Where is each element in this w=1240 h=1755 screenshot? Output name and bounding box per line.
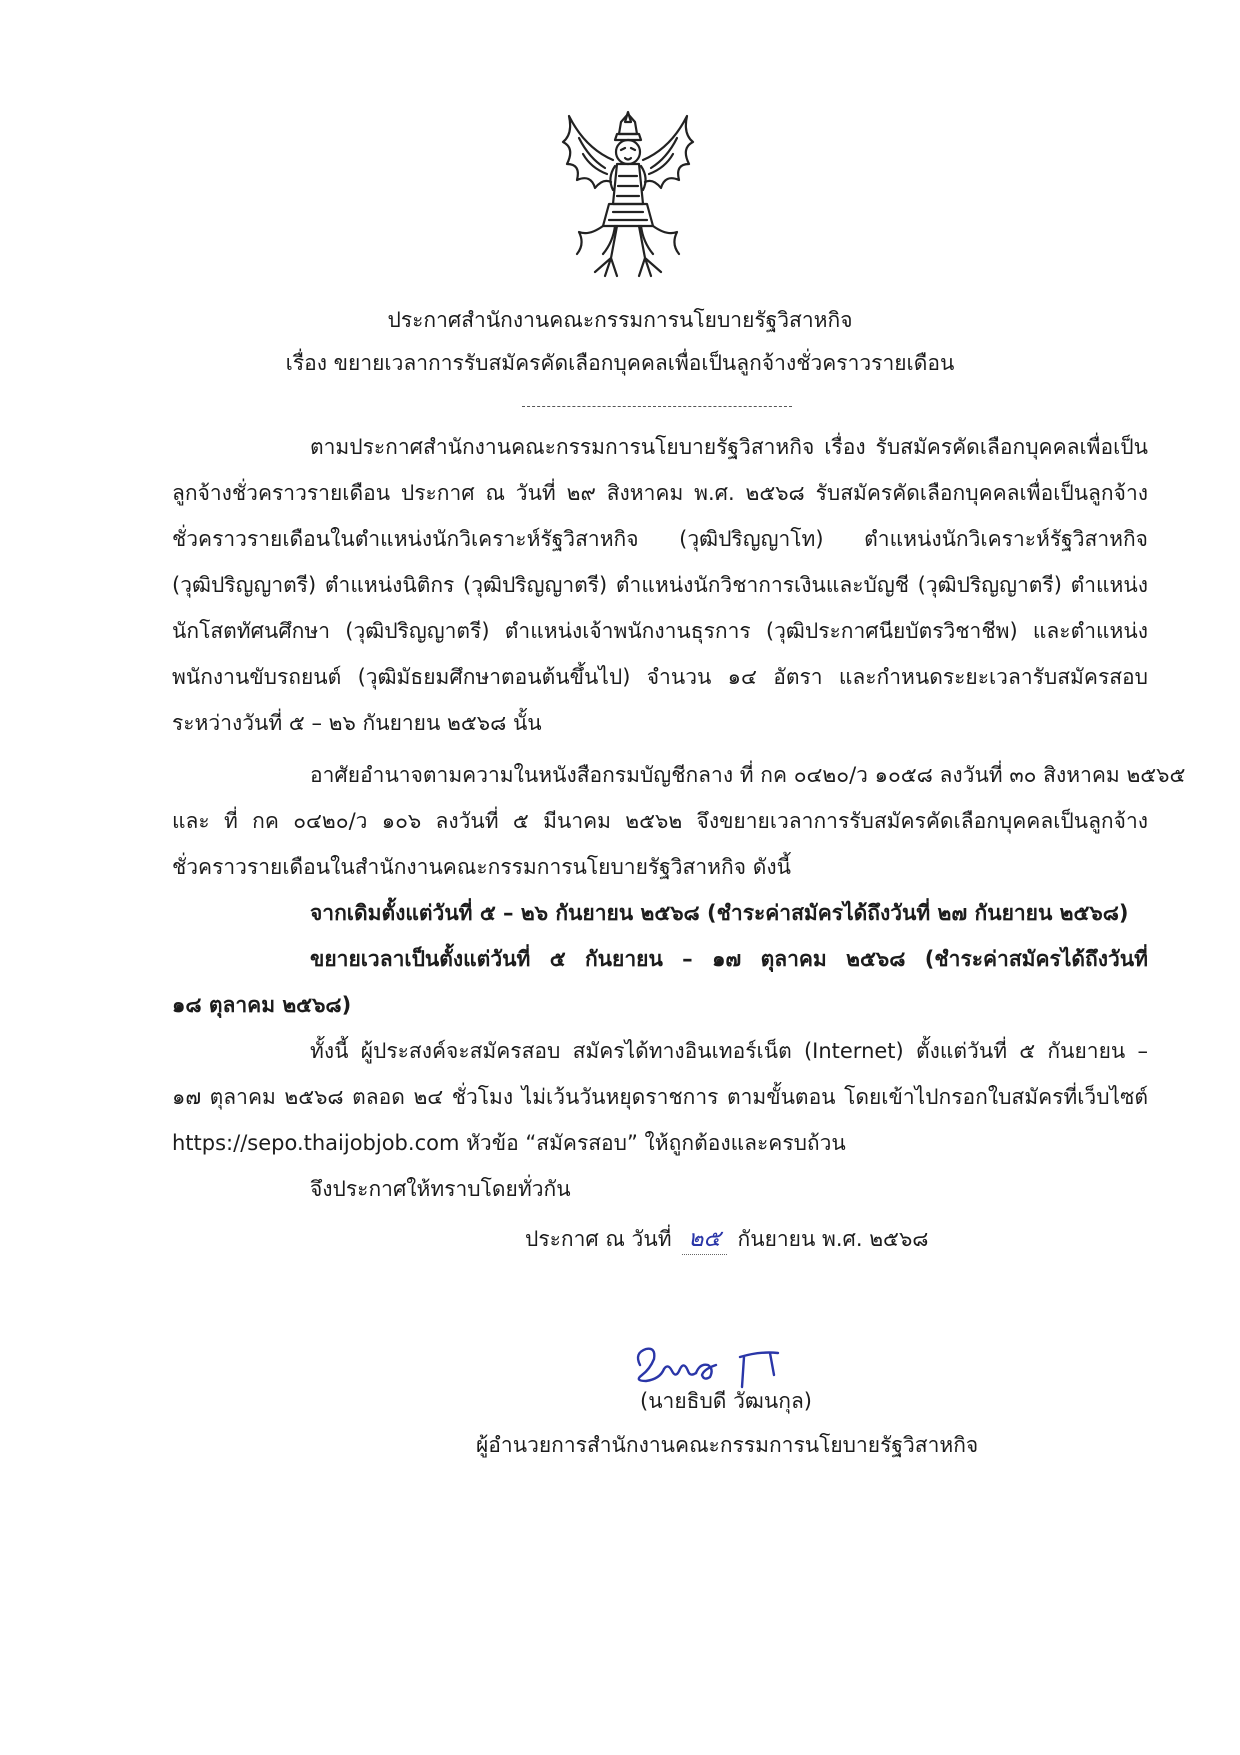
paragraph-3-line: ทั้งนี้ ผู้ประสงค์จะสมัครสอบ สมัครได้ทางอินเทอร์เน็ต (Internet) ตั้งแต่วันที่ ๕ กันยายน – [310,1039,1148,1063]
paragraph-1-line: ระหว่างวันที่ ๕ – ๒๖ กันยายน ๒๕๖๘ นั้น [172,711,542,735]
title-separator [522,406,792,407]
closing-statement: จึงประกาศให้ทราบโดยทั่วกัน [310,1177,571,1201]
announcement-title: ประกาศสำนักงานคณะกรรมการนโยบายรัฐวิสาหกิจ [387,308,853,332]
paragraph-1-line: นักโสตทัศนศึกษา (วุฒิปริญญาตรี) ตำแหน่งเจ้าพนักงานธุรการ (วุฒิประกาศนียบัตรวิชาชีพ) และตำแหน่ง [172,619,1148,643]
paragraph-1-line: ลูกจ้างชั่วคราวรายเดือน ประกาศ ณ วันที่ ๒๙ สิงหาคม พ.ศ. ๒๕๖๘ รับสมัครคัดเลือกบุคคลเพื่อเป็นลูกจ้าง [172,481,1148,505]
date-suffix: กันยายน พ.ศ. ๒๕๖๘ [737,1227,929,1251]
paragraph-1-line: ตามประกาศสำนักงานคณะกรรมการนโยบายรัฐวิสาหกิจ เรื่อง รับสมัครคัดเลือกบุคคลเพื่อเป็น [310,435,1148,459]
handwritten-day: ๒๕ [682,1224,727,1255]
paragraph-3-line: https://sepo.thaijobjob.com หัวข้อ “สมัครสอบ” ให้ถูกต้องและครบถ้วน [172,1131,846,1155]
signatory-name: (นายธิบดี วัฒนกุล) [640,1389,812,1413]
paragraph-1-line: พนักงานขับรถยนต์ (วุฒิมัธยมศึกษาตอนต้นขึ้นไป) จำนวน ๑๔ อัตรา และกำหนดระยะเวลารับสมัครสอบ [172,665,1148,689]
paragraph-1-line: (วุฒิปริญญาตรี) ตำแหน่งนิติกร (วุฒิปริญญาตรี) ตำแหน่งนักวิชาการเงินและบัญชี (วุฒิปริญญาตรี) ตำแหน่ง [172,573,1148,597]
original-period-line: จากเดิมตั้งแต่วันที่ ๕ – ๒๖ กันยายน ๒๕๖๘ (ชำระค่าสมัครได้ถึงวันที่ ๒๗ กันยายน ๒๕๖๘) [310,901,1129,925]
announcement-date [525,1224,928,1255]
announcement-subject: เรื่อง ขยายเวลาการรับสมัครคัดเลือกบุคคลเพื่อเป็นลูกจ้างชั่วคราวรายเดือน [285,351,955,375]
paragraph-1-line: ชั่วคราวรายเดือนในตำแหน่งนักวิเคราะห์รัฐวิสาหกิจ (วุฒิปริญญาโท) ตำแหน่งนักวิเคราะห์รัฐวิสาหกิจ [172,527,1148,551]
paragraph-2-line: อาศัยอำนาจตามความในหนังสือกรมบัญชีกลาง ที่ กค ๐๔๒๐/ว ๑๐๕๘ ลงวันที่ ๓๐ สิงหาคม ๒๕๖๕ [310,763,1186,787]
paragraph-2-line: และ ที่ กค ๐๔๒๐/ว ๑๐๖ ลงวันที่ ๕ มีนาคม ๒๕๖๒ จึงขยายเวลาการรับสมัครคัดเลือกบุคคลเป็นลูกจ้าง [172,809,1148,833]
extended-period-line: ขยายเวลาเป็นตั้งแต่วันที่ ๕ กันยายน – ๑๗ ตุลาคม ๒๕๖๘ (ชำระค่าสมัครได้ถึงวันที่ [310,947,1148,971]
date-prefix: ประกาศ ณ วันที่ [525,1227,672,1251]
signatory-position: ผู้อำนวยการสำนักงานคณะกรรมการนโยบายรัฐวิสาหกิจ [476,1433,979,1457]
paragraph-3-line: ๑๗ ตุลาคม ๒๕๖๘ ตลอด ๒๔ ชั่วโมง ไม่เว้นวันหยุดราชการ ตามขั้นตอน โดยเข้าไปกรอกใบสมัครที่เว็บไซต์ [172,1085,1148,1109]
garuda-emblem-icon [555,108,701,280]
extended-period-line: ๑๘ ตุลาคม ๒๕๖๘) [172,993,352,1017]
paragraph-2-line: ชั่วคราวรายเดือนในสำนักงานคณะกรรมการนโยบายรัฐวิสาหกิจ ดังนี้ [172,855,791,879]
